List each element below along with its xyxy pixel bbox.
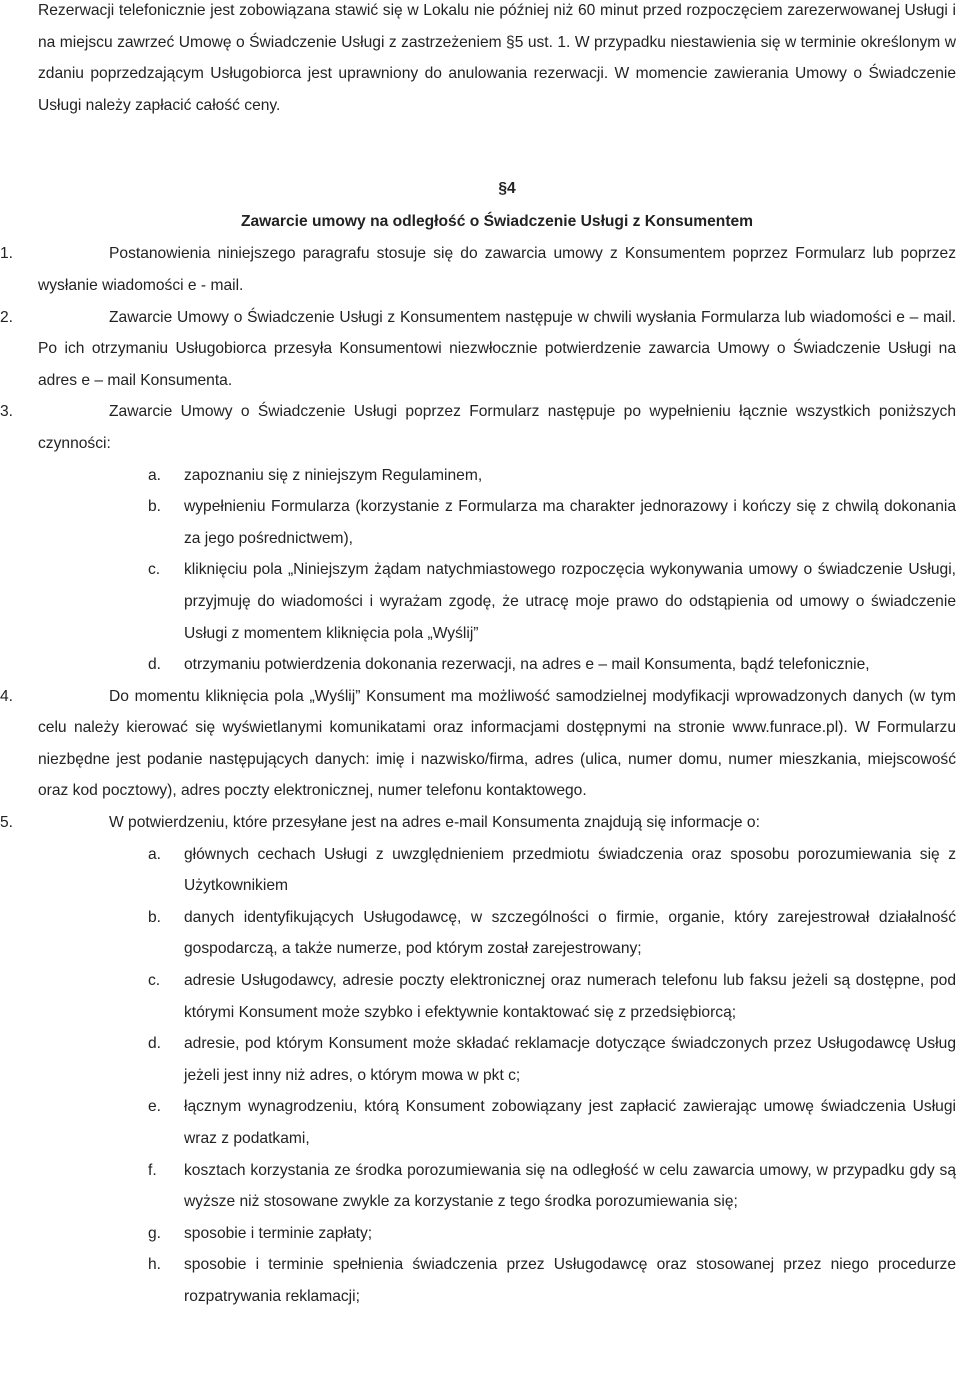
point-text: sposobie i terminie spełnienia świadczenia przez Usługodawcę oraz stosowanej przez niego procedurze rozpatrywania reklamacji; — [184, 1256, 956, 1305]
clause-5-point-f — [148, 1155, 956, 1218]
point-text: wypełnieniu Formularza (korzystanie z Formularza ma charakter jednorazowy i kończy się z chwilą dokonania za jego pośrednictwem), — [184, 498, 956, 547]
clause-5-point-e — [148, 1091, 956, 1154]
clause-3-point-c — [148, 554, 956, 649]
clause-number: 4. — [0, 687, 14, 705]
clause-5-point-h — [148, 1249, 956, 1312]
clause-4 — [0, 681, 956, 807]
clause-text: W potwierdzeniu, które przesyłane jest na adres e-mail Konsumenta znajdują się informacje o: — [109, 814, 760, 832]
section-number: §4 — [498, 180, 516, 198]
clause-text: Zawarcie Umowy o Świadczenie Usługi poprzez Formularz następuje po wypełnieniu łącznie wszystkich poniższych czynności: — [38, 403, 956, 452]
point-letter: b. — [148, 498, 162, 516]
point-letter: a. — [148, 466, 162, 484]
point-letter: e. — [148, 1098, 162, 1116]
point-text: łącznym wynagrodzeniu, którą Konsument zobowiązany jest zapłacić zawierając umowę świadczenia Usługi wraz z podatkami, — [184, 1098, 956, 1147]
clause-5-point-d — [148, 1028, 956, 1091]
point-text: zapoznaniu się z niniejszym Regulaminem, — [184, 466, 483, 484]
section-title: Zawarcie umowy na odległość o Świadczenie Usługi z Konsumentem — [240, 213, 754, 231]
clause-number: 5. — [0, 814, 14, 832]
point-letter: b. — [148, 908, 162, 926]
clause-5-point-b — [148, 902, 956, 965]
point-text: danych identyfikujących Usługodawcę, w szczególności o firmie, organie, który zarejestrował działalność gospodarczą, a także numerze, pod którym został zarejestrowany; — [184, 908, 956, 958]
clause-5 — [0, 807, 956, 839]
intro-paragraph: Rezerwacji telefonicznie jest zobowiązana stawić się w Lokalu nie później niż 60 minut przed rozpoczęciem zarezerwowanej Usługi i na miejscu zawrzeć Umowę o Świadczenie Usługi z zastrzeżeniem §5 ust. 1. W przypadku niestawienia się w terminie określonym w zdaniu poprzedzającym Usługobiorca jest uprawniony do anulowania rezerwacji. W momencie zawierania Umowy o Świadczenie Usługi należy zapłacić całość ceny. — [38, 2, 956, 114]
point-text: kosztach korzystania ze środka porozumiewania się na odległość w celu zawarcia umowy, w przypadku gdy są wyższe niż stosowane zwykle za korzystanie z tego środka porozumiewania się; — [184, 1161, 956, 1211]
point-text: kliknięciu pola „Niniejszym żądam natychmiastowego rozpoczęcia wykonywania umowy o świadczenie Usługi, przyjmuję do wiadomości i wyrażam zgodę, że utracę moje prawo do odstąpienia od umowy o świadczenie Usługi z momentem kliknięcia pola „Wyślij” — [184, 561, 956, 642]
point-text: adresie, pod którym Konsument może składać reklamacje dotyczące świadczonych przez Usługodawcę Usług jeżeli jest inny niż adres, o którym mowa w pkt c; — [184, 1035, 956, 1084]
clause-3 — [0, 396, 956, 459]
point-letter: f. — [148, 1161, 157, 1179]
clause-3-point-d — [148, 649, 956, 681]
point-letter: a. — [148, 845, 162, 863]
clause-number: 3. — [0, 403, 14, 421]
clause-text: Zawarcie Umowy o Świadczenie Usługi z Konsumentem następuje w chwili wysłania Formularza lub wiadomości e – mail. Po ich otrzymaniu Usługobiorca przesyła Konsumentowi niezwłocznie potwierdzenie zawarcia Umowy o Świadczenie Usługi na adres e – mail Konsumenta. — [38, 308, 956, 389]
clause-number: 2. — [0, 308, 14, 326]
clause-5-point-a — [148, 839, 956, 902]
clause-text: Do momentu kliknięcia pola „Wyślij” Konsument ma możliwość samodzielnej modyfikacji wprowadzonych danych (w tym celu należy kierować się wyświetlanymi komunikatami oraz informacjami dostępnymi na stronie www.funrace.pl). W Formularzu niezbędne jest podanie następujących danych: imię i nazwisko/firma, adres (ulica, numer domu, numer mieszkania, miejscowość oraz kod pocztowy), adres poczty elektronicznej, numer telefonu kontaktowego. — [38, 687, 956, 800]
clause-5-point-c — [148, 965, 956, 1028]
point-letter: c. — [148, 972, 161, 990]
point-letter: g. — [148, 1224, 162, 1242]
point-text: adresie Usługodawcy, adresie poczty elektronicznej oraz numerach telefonu lub faksu jeżeli są dostępne, pod którymi Konsument może szybko i efektywnie kontaktować się z przedsiębiorcą; — [184, 972, 956, 1021]
point-text: głównych cechach Usługi z uwzględnieniem przedmiotu świadczenia oraz sposobu porozumiewania się z Użytkownikiem — [184, 845, 956, 895]
clause-3-point-b — [148, 491, 956, 554]
point-letter: c. — [148, 561, 161, 579]
point-text: sposobie i terminie zapłaty; — [184, 1224, 373, 1242]
point-letter: d. — [148, 1035, 162, 1053]
point-letter: h. — [148, 1256, 162, 1274]
clause-2 — [0, 302, 956, 397]
clause-1 — [0, 238, 956, 301]
point-letter: d. — [148, 656, 162, 674]
clause-5-point-g — [148, 1218, 956, 1250]
clause-number: 1. — [0, 245, 14, 263]
clause-3-point-a — [148, 460, 956, 492]
point-text: otrzymaniu potwierdzenia dokonania rezerwacji, na adres e – mail Konsumenta, bądź telefonicznie, — [184, 656, 870, 674]
clause-text: Postanowienia niniejszego paragrafu stosuje się do zawarcia umowy z Konsumentem poprzez Formularz lub poprzez wysłanie wiadomości e - mail. — [38, 245, 956, 294]
